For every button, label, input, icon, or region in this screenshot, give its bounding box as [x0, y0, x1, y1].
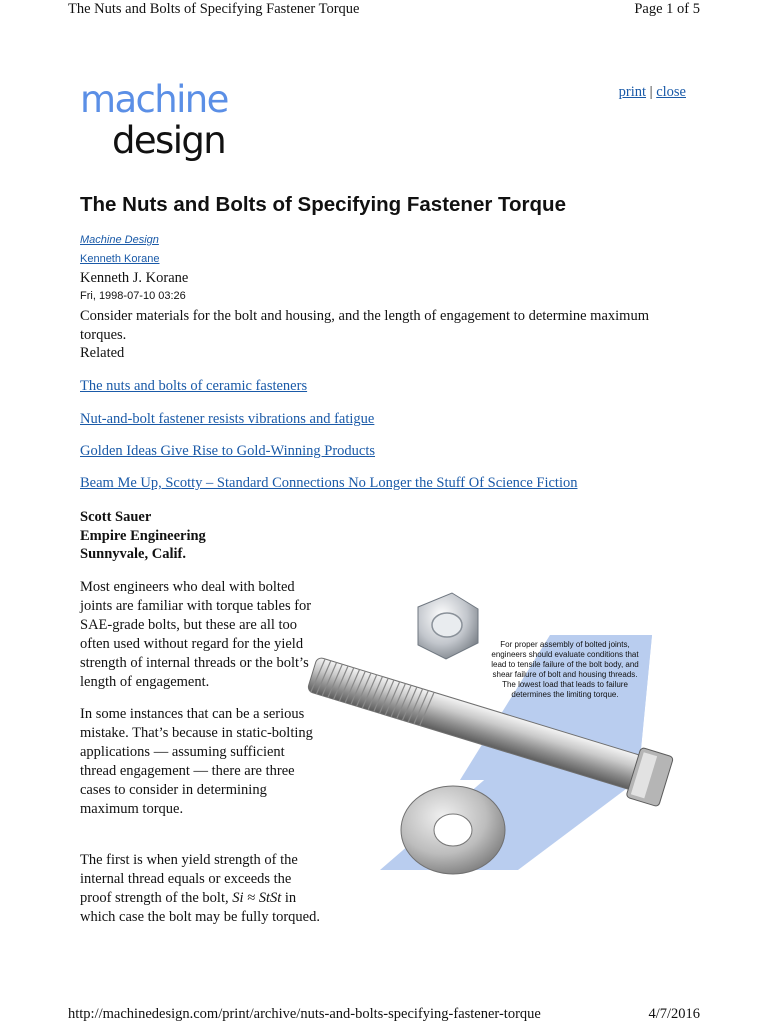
publish-date: Fri, 1998-07-10 03:26 — [80, 290, 186, 302]
related-link-beam-me-up[interactable]: Beam Me Up, Scotty – Standard Connections No Longer the Stuff Of Science Fiction — [80, 475, 578, 491]
link-separator: | — [649, 84, 653, 100]
author-name: Kenneth J. Korane — [80, 270, 189, 286]
print-footer-url: http://machinedesign.com/print/archive/nuts-and-bolts-specifying-fastener-torque — [68, 1006, 541, 1022]
logo-line-machine: machine — [80, 78, 228, 121]
print-header-title: The Nuts and Bolts of Specifying Fastener Torque — [68, 1, 360, 17]
related-heading: Related — [80, 345, 125, 361]
related-link-nut-and-bolt[interactable]: Nut-and-bolt fastener resists vibrations and fatigue — [80, 411, 375, 427]
image-caption: For proper assembly of bolted joints, engineers should evaluate conditions that lead to tensile failure of the bolt body, and shear failure of bolt and housing threads. The lowest load that leads to failure determines the limiting torque. — [491, 640, 639, 699]
body-paragraph-2: In some instances that can be a serious mistake. That’s because in static-bolting applications — assuming sufficient thread engagement — there are three cases to consider in determining maximum torque. — [80, 706, 313, 817]
byline-location: Sunnyvale, Calif. — [80, 546, 186, 562]
source-link[interactable]: Machine Design — [80, 234, 159, 246]
print-close-links — [619, 84, 686, 101]
close-link[interactable]: close — [656, 84, 686, 100]
body-paragraph-3: The first is when yield strength of the internal thread equals or exceeds the proof strength of the bolt, Si ≈ StSt in which case the bolt may be fully torqued. — [80, 852, 320, 925]
related-link-golden-ideas[interactable]: Golden Ideas Give Rise to Gold-Winning Products — [80, 443, 376, 459]
logo-line-design: design — [112, 119, 226, 162]
article-deck: Consider materials for the bolt and housing, and the length of engagement to determine maximum torques. — [80, 308, 649, 343]
print-link[interactable]: print — [618, 84, 647, 100]
contributor-byline — [80, 508, 206, 564]
related-link-ceramic-fasteners[interactable]: The nuts and bolts of ceramic fasteners — [80, 378, 308, 394]
author-link[interactable]: Kenneth Korane — [80, 253, 160, 265]
print-header-page: Page 1 of 5 — [634, 1, 700, 17]
body-paragraph-1: Most engineers who deal with bolted joints are familiar with torque tables for SAE-grade bolts, but these are all too often used without regard for the yield strength of internal threads or the bolt’s length of engagement. — [80, 579, 312, 690]
byline-company: Empire Engineering — [80, 527, 206, 544]
bolt-nut-washer-illustration — [300, 585, 690, 880]
print-footer-date: 4/7/2016 — [648, 1006, 700, 1022]
article-title: The Nuts and Bolts of Specifying Fastener Torque — [80, 193, 566, 216]
byline-name: Scott Sauer — [80, 509, 152, 525]
strength-formula: Si ≈ StSt — [232, 890, 282, 906]
